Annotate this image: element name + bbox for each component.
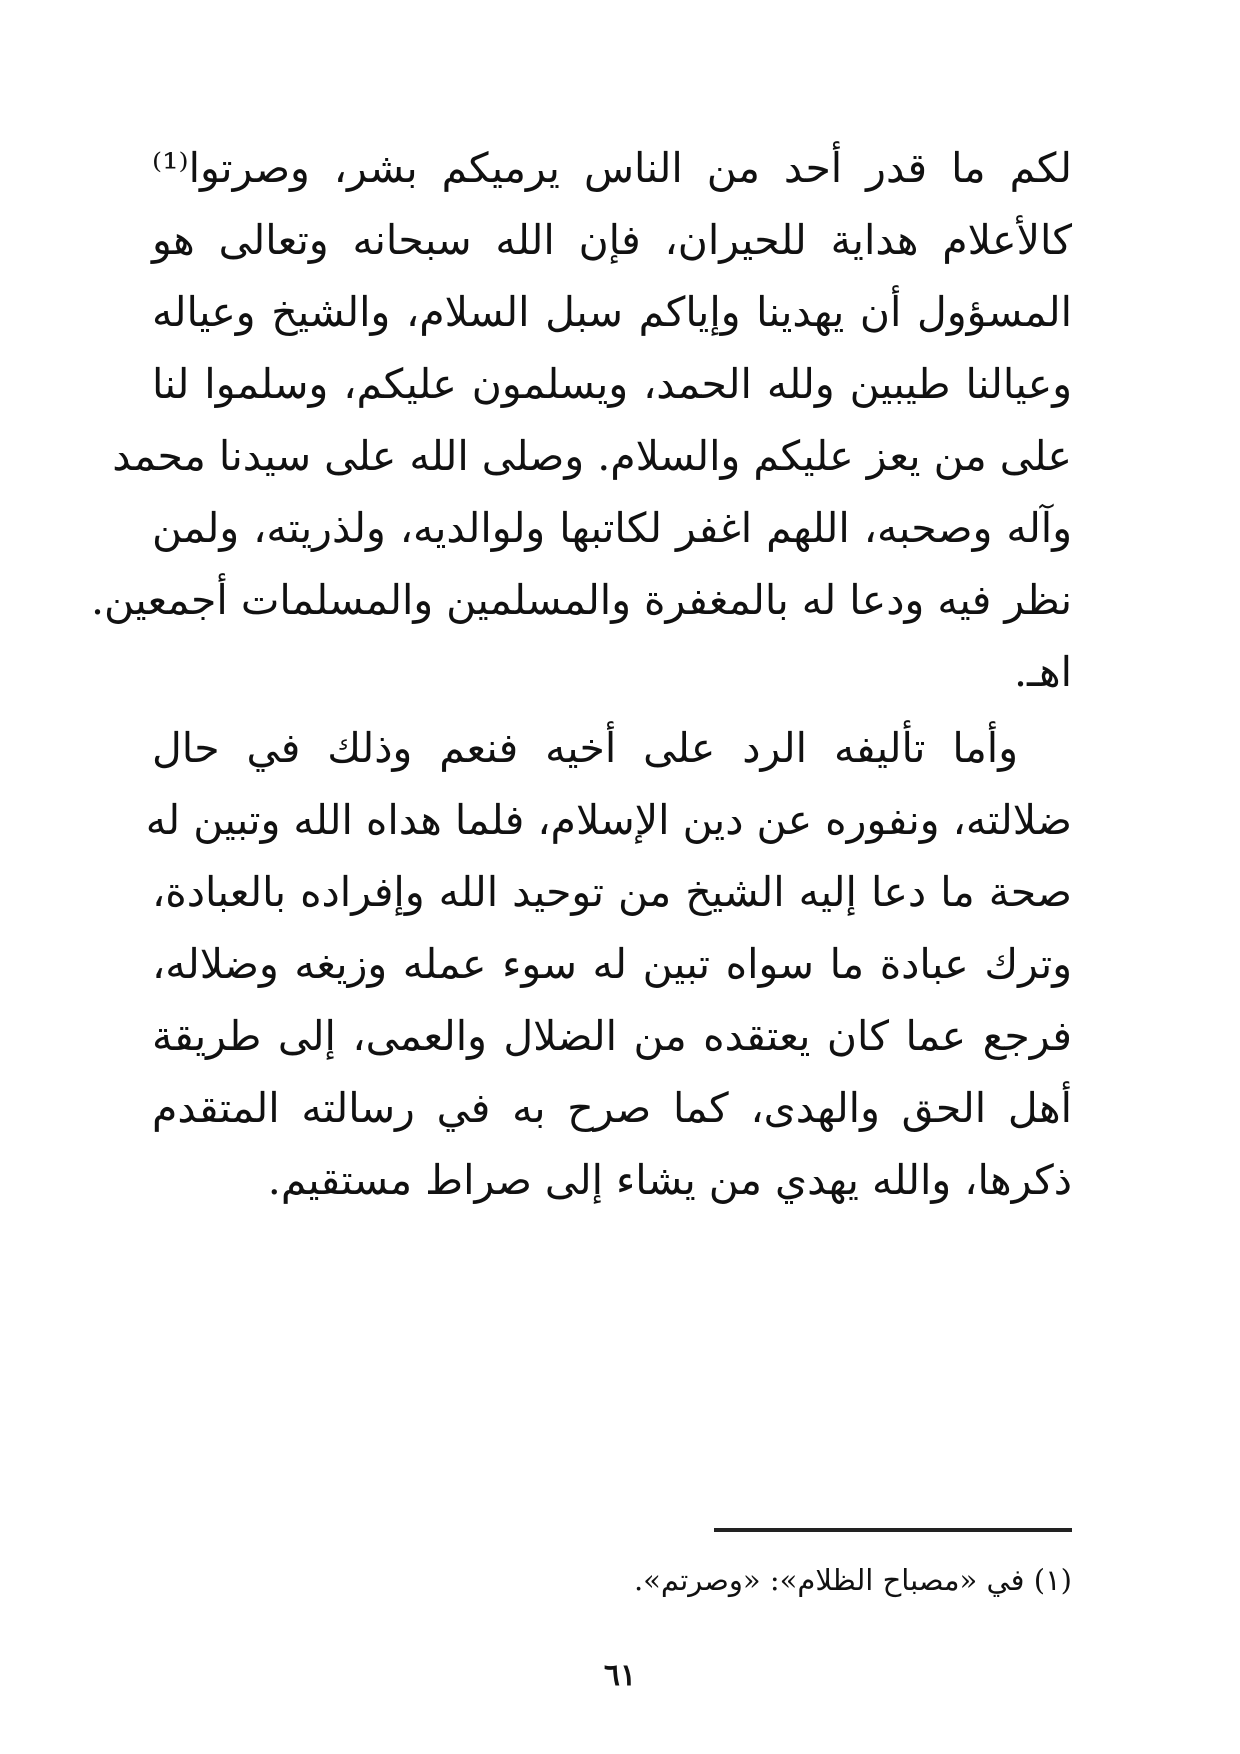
- paragraph-1-line-8: اهـ.: [1013, 648, 1072, 696]
- paragraph-2-line-2: ضلالته، ونفوره عن دين الإسلام، فلما هداه الله وتبين له: [145, 796, 1072, 844]
- footnote-separator: [714, 1528, 1072, 1532]
- paragraph-1-line-1: لكم ما قدر أحد من الناس يرميكم بشر، وصرتوا⁽¹⁾: [152, 144, 1072, 192]
- paragraph-1-line-3: المسؤول أن يهدينا وإياكم سبل السلام، والشيخ وعياله: [152, 288, 1072, 336]
- paragraph-1-line-4: وعيالنا طيبين ولله الحمد، ويسلمون عليكم، وسلموا لنا: [152, 360, 1072, 408]
- page-number: ٦١: [603, 1658, 637, 1693]
- paragraph-2-line-7: ذكرها، والله يهدي من يشاء إلى صراط مستقيم.: [267, 1156, 1072, 1204]
- paragraph-1-line-6: وآله وصحبه، اللهم اغفر لكاتبها ولوالديه، ولذريته، ولمن: [152, 504, 1072, 552]
- paragraph-2-line-6: أهل الحق والهدى، كما صرح به في رسالته المتقدم: [152, 1084, 1072, 1132]
- paragraph-2-line-1: وأما تأليفه الرد على أخيه فنعم وذلك في حال: [152, 724, 1018, 772]
- paragraph-1-line-5: على من يعز عليكم والسلام. وصلى الله على سيدنا محمد: [112, 432, 1072, 480]
- paragraph-1-line-2: كالأعلام هداية للحيران، فإن الله سبحانه وتعالى هو: [152, 216, 1072, 264]
- paragraph-1: [90, 132, 1072, 708]
- paragraph-1-line-7: نظر فيه ودعا له بالمغفرة والمسلمين والمسلمات أجمعين.: [90, 576, 1072, 624]
- paragraph-2-line-5: فرجع عما كان يعتقده من الضلال والعمى، إلى طريقة: [152, 1012, 1072, 1060]
- paragraph-2-line-3: صحة ما دعا إليه الشيخ من توحيد الله وإفراده بالعبادة،: [152, 868, 1072, 916]
- paragraph-2-line-4: وترك عبادة ما سواه تبين له سوء عمله وزيغه وضلاله،: [152, 940, 1072, 988]
- paragraph-2: [145, 712, 1072, 1216]
- footnote: (١) في «مصباح الظلام»: «وصرتم».: [633, 1563, 1072, 1597]
